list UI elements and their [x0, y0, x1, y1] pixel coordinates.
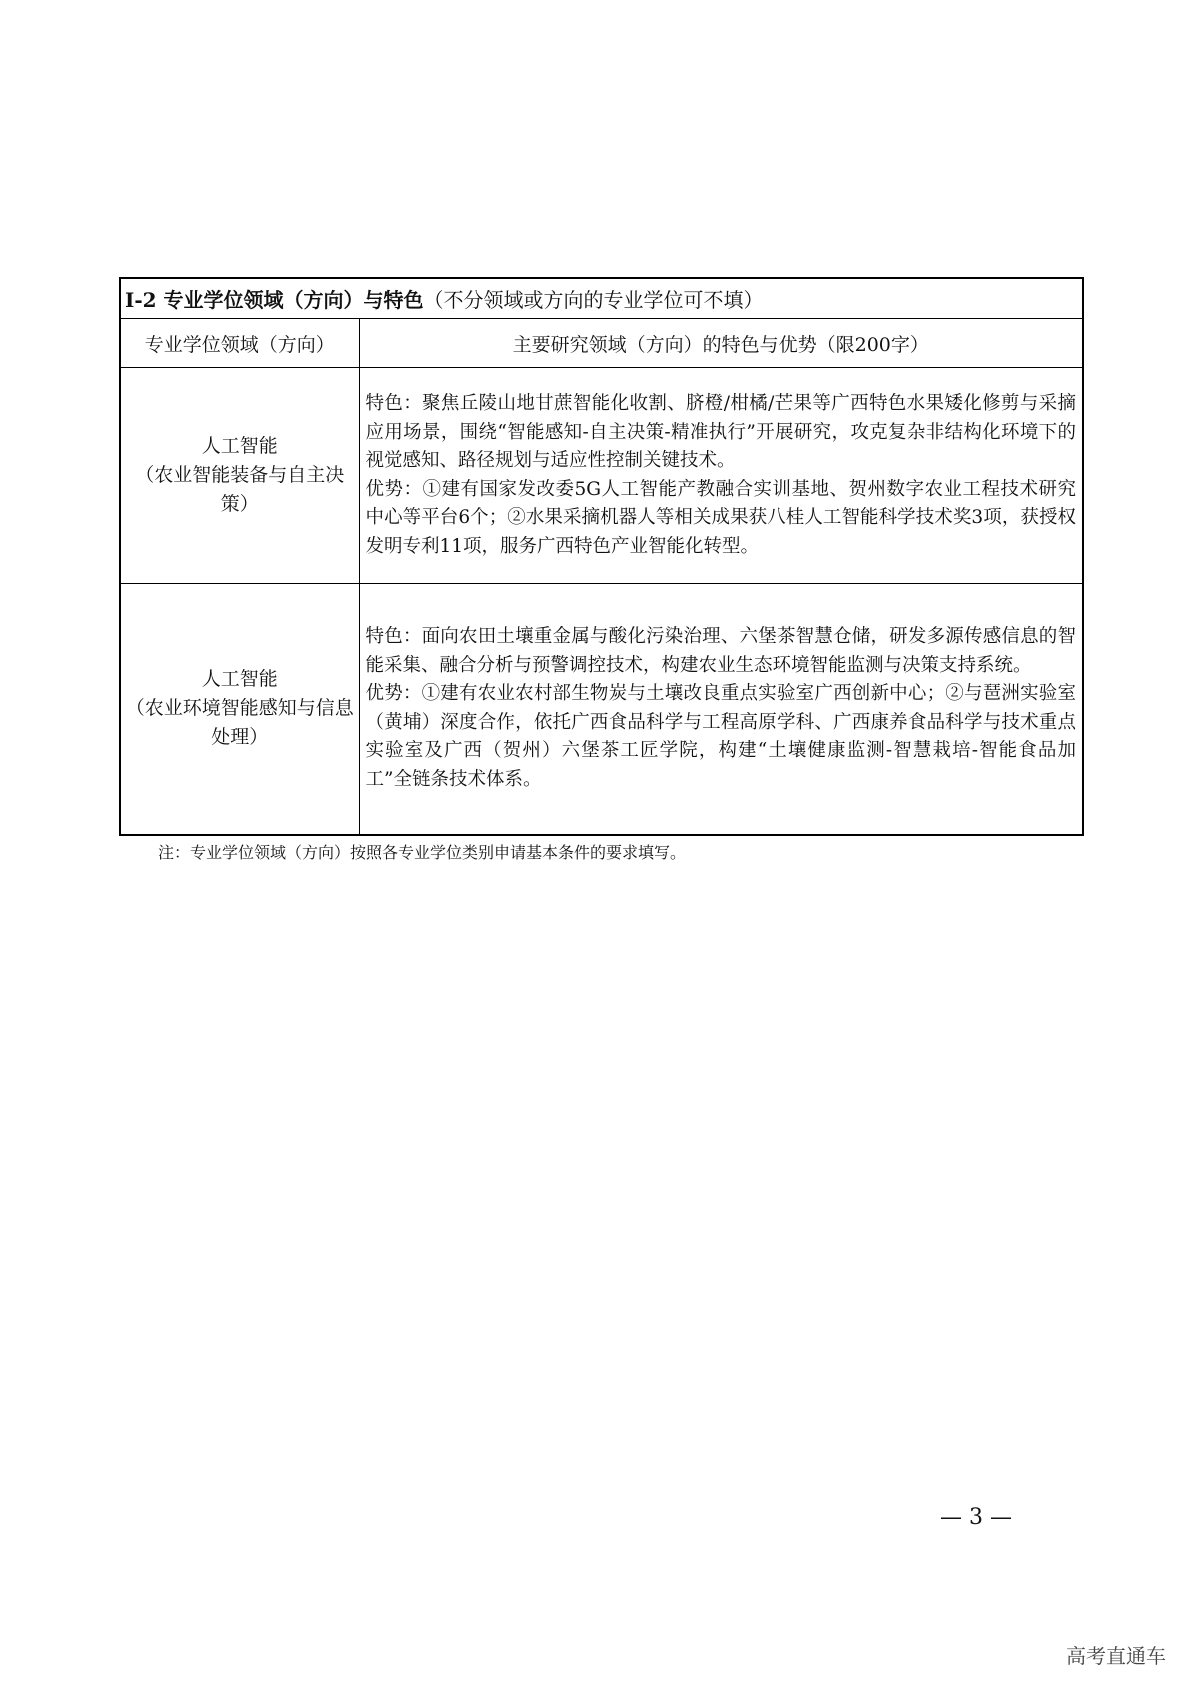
table-title-main: I-2 专业学位领域（方向）与特色 — [125, 288, 424, 312]
page-number: — 3 — — [940, 1505, 1012, 1530]
field-name: 人工智能 — [201, 668, 278, 691]
feature-text: 特色：聚焦丘陵山地甘蔗智能化收割、脐橙/柑橘/芒果等广西特色水果矮化修剪与采摘应用场景，围绕“智能感知-自主决策-精准执行”开展研究，攻克复杂非结构化环境下的视觉感知、路径规划与适应性控制关键技术。 — [365, 393, 1077, 471]
description-cell — [359, 584, 1083, 835]
advantage-text: 优势：①建有国家发改委5G人工智能产教融合实训基地、贺州数字农业工程技术研究中心等平台6个；②水果采摘机器人等相关成果获八桂人工智能科学技术奖3项，获授权发明专利11项，服务广西特色产业智能化转型。 — [365, 478, 1077, 557]
field-name: 人工智能 — [201, 435, 278, 457]
table-footnote: 注：专业学位领域（方向）按照各专业学位类别申请基本条件的要求填写。 — [158, 843, 687, 862]
degree-field-table — [119, 277, 1084, 836]
header-feature: 主要研究领域（方向）的特色与优势（限200字） — [359, 319, 1083, 368]
table-row — [120, 368, 1083, 584]
feature-text: 特色：面向农田土壤重金属与酸化污染治理、六堡茶智慧仓储，研发多源传感信息的智能采集、融合分析与预警调控技术，构建农业生态环境智能监测与决策支持系统。 — [365, 626, 1077, 676]
table-row — [120, 584, 1083, 835]
table-title — [120, 278, 1083, 319]
field-cell — [120, 368, 359, 584]
header-field: 专业学位领域（方向） — [120, 319, 359, 368]
field-subtitle: （农业智能装备与自主决策） — [135, 464, 345, 515]
field-subtitle: （农业环境智能感知与信息处理） — [125, 697, 354, 749]
form-sheet — [119, 277, 1082, 836]
advantage-text: 优势：①建有农业农村部生物炭与土壤改良重点实验室广西创新中心；②与琶洲实验室（黄埔）深度合作，依托广西食品科学与工程高原学科、广西康养食品科学与技术重点实验室及广西（贺州）六堡茶工匠学院，构建“土壤健康监测-智慧栽培-智能食品加工”全链条技术体系。 — [365, 683, 1077, 790]
description-cell — [359, 368, 1083, 584]
field-cell — [120, 584, 359, 835]
watermark: 高考直通车 — [1066, 1644, 1166, 1668]
table-title-note: （不分领域或方向的专业学位可不填） — [423, 288, 764, 312]
